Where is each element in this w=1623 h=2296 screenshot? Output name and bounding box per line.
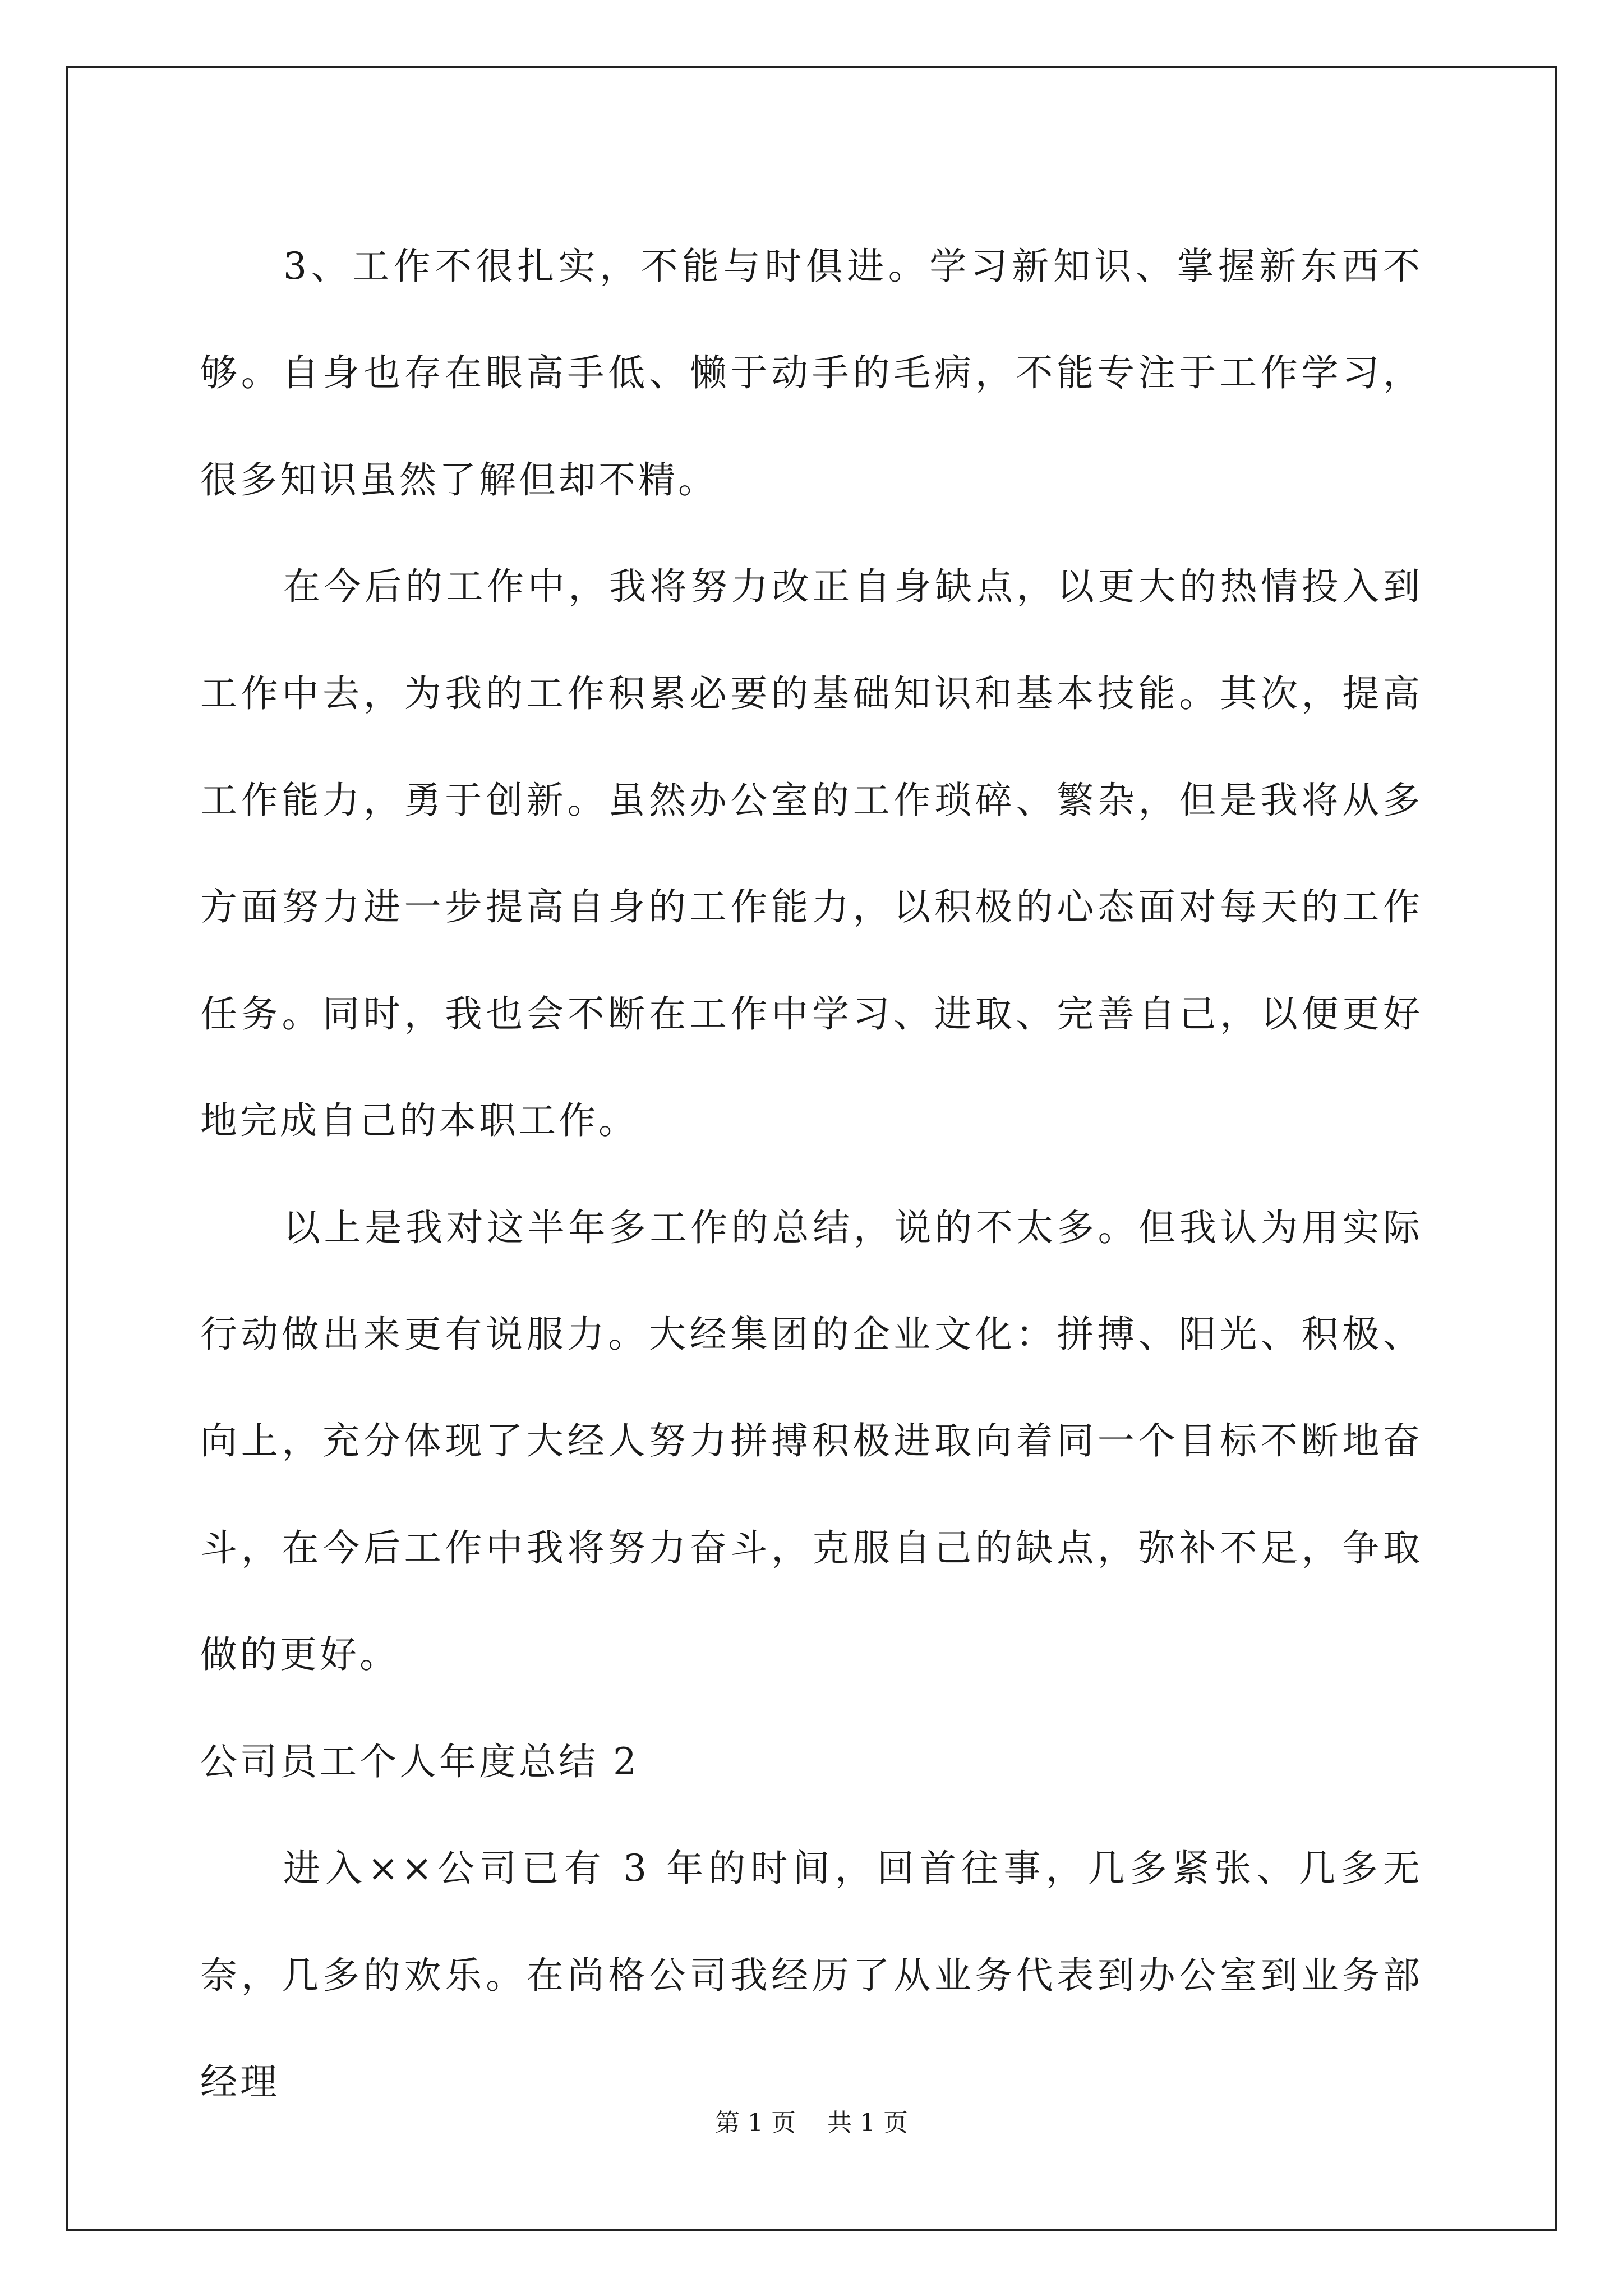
document-body [200,213,1423,2136]
paragraph-2: 在今后的工作中，我将努力改正自身缺点，以更大的热情投入到工作中去，为我的工作积累必要的基础知识和基本技能。其次，提高工作能力，勇于创新。虽然办公室的工作琐碎、繁杂，但是我将从多方面努力进一步提高自身的工作能力，以积极的心态面对每天的工作任务。同时，我也会不断在工作中学习、进取、完善自己，以便更好地完成自己的本职工作。 [200,565,1423,1143]
page-total: 共 1 页 [827,2109,908,2137]
paragraph-3: 以上是我对这半年多工作的总结，说的不太多。但我认为用实际行动做出来更有说服力。大经集团的企业文化：拼搏、阳光、积极、向上，充分体现了大经人努力拼搏积极进取向着同一个目标不断地奋斗，在今后工作中我将努力奋斗，克服自己的缺点，弥补不足，争取做的更好。 [200,1205,1423,1677]
page-footer [0,2106,1623,2140]
paragraph-1: 3、工作不很扎实，不能与时俱进。学习新知识、掌握新东西不够。自身也存在眼高手低、懒于动手的毛病，不能专注于工作学习，很多知识虽然了解但却不精。 [200,245,1423,501]
paragraph-4: 进入××公司已有 3 年的时间，回首往事，几多紧张、几多无奈，几多的欢乐。在尚格公司我经历了从业务代表到办公室到业务部经理 [200,1847,1423,2104]
page-number: 第 1 页 [715,2109,796,2137]
section-heading: 公司员工个人年度总结 2 [200,1740,639,1783]
